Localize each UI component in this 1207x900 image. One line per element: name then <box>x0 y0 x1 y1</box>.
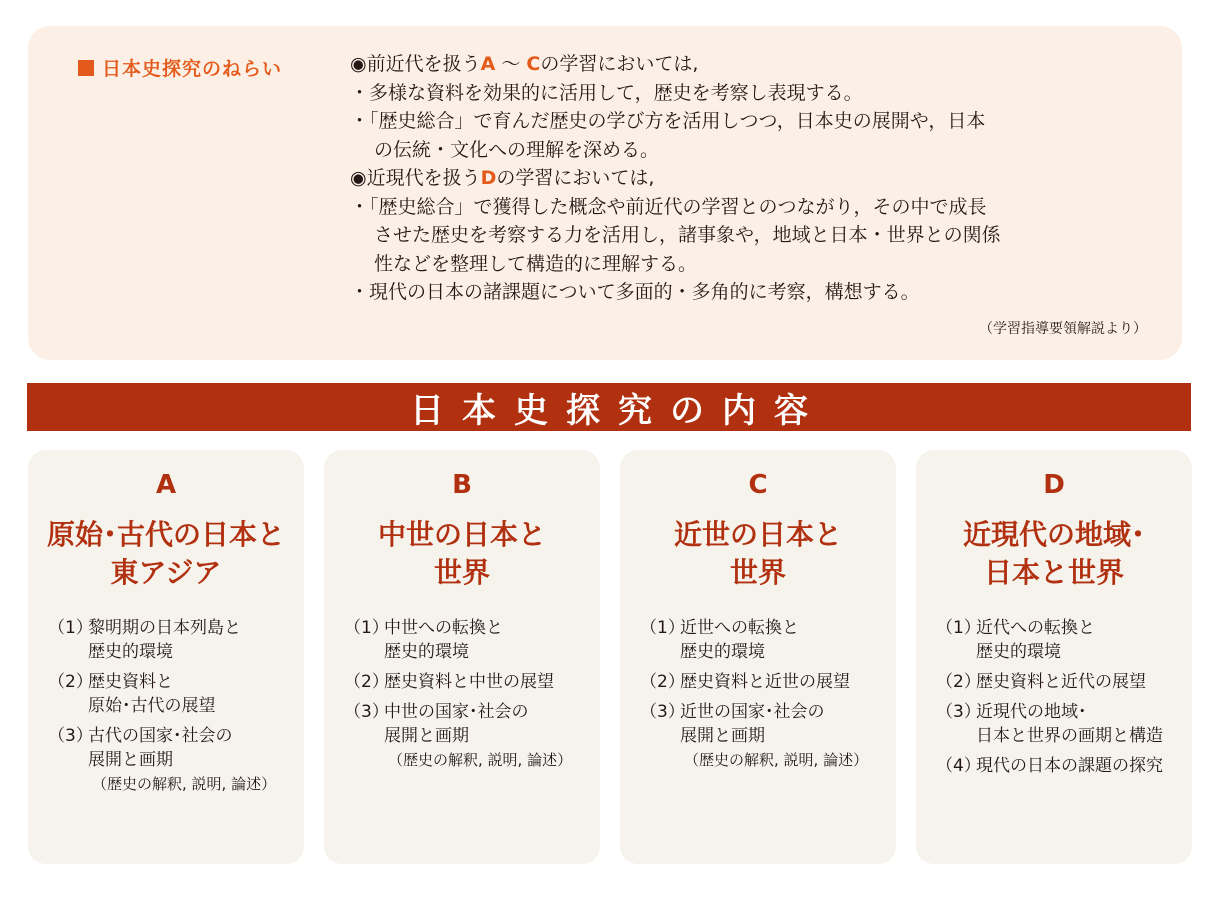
card-item-content <box>976 670 1146 694</box>
aims-line: させた歴史を考察する力を活用し，諸事象や，地域と日本・世界との関係 <box>374 224 1001 246</box>
card-items <box>344 616 594 778</box>
card-b <box>324 450 600 864</box>
card-item-note: （歴史の解釈, 説明, 論述） <box>388 751 573 769</box>
card-item-content <box>88 670 216 718</box>
card-items <box>48 616 298 802</box>
card-item-content <box>88 724 276 796</box>
card-c <box>620 450 896 864</box>
card-item <box>344 700 594 772</box>
card-title: 中世の日本と 世界 <box>377 518 546 589</box>
card-letter: A <box>155 470 177 500</box>
aims-line: ・多様な資料を効果的に活用して，歴史を考察し表現する。 <box>350 81 863 104</box>
card-item-text: 中世の国家･社会の 展開と画期 <box>384 702 529 746</box>
card-item-number: （2） <box>48 672 93 692</box>
aims-line-post: の学習においては, <box>496 167 655 189</box>
card-item <box>48 724 298 796</box>
card-item <box>344 616 594 664</box>
card-item-number: （2） <box>936 672 981 692</box>
card-item-note: （歴史の解釈, 説明, 論述） <box>684 751 869 769</box>
card-a <box>28 450 304 864</box>
aims-line-h2: C <box>526 53 541 75</box>
card-item-content <box>384 700 572 772</box>
card-item-text: 歴史資料と 原始･古代の展望 <box>88 672 216 716</box>
card-item <box>344 670 594 694</box>
card-item-text: 近代への転換と 歴史的環境 <box>976 618 1095 662</box>
card-item-number: （2） <box>344 672 389 692</box>
card-items <box>640 616 890 778</box>
content-banner <box>27 383 1191 431</box>
card-item-text: 歴史資料と近世の展望 <box>680 672 850 692</box>
card-item-number: （3） <box>344 702 389 722</box>
card-item-text: 古代の国家･社会の 展開と画期 <box>88 726 233 770</box>
card-item <box>936 754 1186 778</box>
aims-line-mid: ～ <box>495 53 527 75</box>
card-items <box>936 616 1186 784</box>
card-item-text: 歴史資料と近代の展望 <box>976 672 1146 692</box>
card-item-content <box>976 700 1163 748</box>
card-item <box>640 670 890 694</box>
card-item <box>48 616 298 664</box>
aims-line: 性などを整理して構造的に理解する。 <box>374 252 698 275</box>
card-title: 原始･古代の日本と 東アジア <box>46 518 285 589</box>
card-item-text: 歴史資料と中世の展望 <box>384 672 554 692</box>
card-item-content <box>88 616 241 664</box>
card-item-text: 黎明期の日本列島と 歴史的環境 <box>88 618 241 662</box>
card-item-text: 近世の国家･社会の 展開と画期 <box>680 702 825 746</box>
card-item-number: （2） <box>640 672 685 692</box>
card-item-content <box>976 754 1163 778</box>
card-item-number: （3） <box>640 702 685 722</box>
card-item-text: 近世への転換と 歴史的環境 <box>680 618 799 662</box>
card-item <box>48 670 298 718</box>
card-item-content <box>680 700 868 772</box>
aims-line-h1: D <box>480 167 497 189</box>
card-letter: D <box>1043 470 1065 500</box>
card-item-content <box>384 616 503 664</box>
aims-line-pre: ◉近現代を扱う <box>350 167 481 189</box>
card-item-number: （3） <box>936 702 981 722</box>
square-bullet-icon <box>78 60 94 76</box>
aims-heading-text: 日本史探究のねらい <box>102 58 283 80</box>
card-title: 近現代の地域･ 日本と世界 <box>962 518 1145 589</box>
card-d <box>916 450 1192 864</box>
card-item-text: 近現代の地域･ 日本と世界の画期と構造 <box>976 702 1163 746</box>
card-item-content <box>680 616 799 664</box>
aims-text <box>350 50 1140 307</box>
card-item-text: 中世への転換と 歴史的環境 <box>384 618 503 662</box>
card-title: 近世の日本と 世界 <box>673 518 842 589</box>
card-item-content <box>680 670 850 694</box>
card-letter: B <box>452 470 472 500</box>
aims-line: ・「歴史総合」で育んだ歴史の学び方を活用しつつ，日本史の展開や，日本 <box>350 110 986 132</box>
card-item-text: 現代の日本の課題の探究 <box>976 756 1163 776</box>
card-item <box>936 616 1186 664</box>
card-item-number: （4） <box>936 756 981 776</box>
aims-line <box>350 164 1140 193</box>
card-letter: C <box>748 470 768 500</box>
aims-line-h1: A <box>480 53 496 75</box>
card-item-number: （1） <box>640 618 685 638</box>
card-item-content <box>384 670 554 694</box>
aims-line-post: の学習においては, <box>540 53 699 75</box>
card-item-number: （1） <box>48 618 93 638</box>
card-item <box>936 670 1186 694</box>
card-item <box>640 616 890 664</box>
aims-line: ・現代の日本の諸課題について多面的・多角的に考察，構想する。 <box>350 281 920 303</box>
card-item <box>640 700 890 772</box>
card-item-number: （1） <box>936 618 981 638</box>
card-item-content <box>976 616 1095 664</box>
card-item-number: （3） <box>48 726 93 746</box>
card-item <box>936 700 1186 748</box>
aims-line: の伝統・文化への理解を深める。 <box>374 138 660 161</box>
aims-heading <box>78 54 282 81</box>
aims-line-pre: ◉前近代を扱う <box>350 53 481 75</box>
aims-source: （学習指導要領解説より） <box>979 321 1147 337</box>
aims-line <box>350 50 1140 79</box>
aims-line: ・「歴史総合」で獲得した概念や前近代の学習とのつながり，その中で成長 <box>350 195 987 218</box>
card-item-note: （歴史の解釈, 説明, 論述） <box>92 775 277 793</box>
banner-title: 日本史探究の内容 <box>410 390 826 431</box>
card-item-number: （1） <box>344 618 389 638</box>
